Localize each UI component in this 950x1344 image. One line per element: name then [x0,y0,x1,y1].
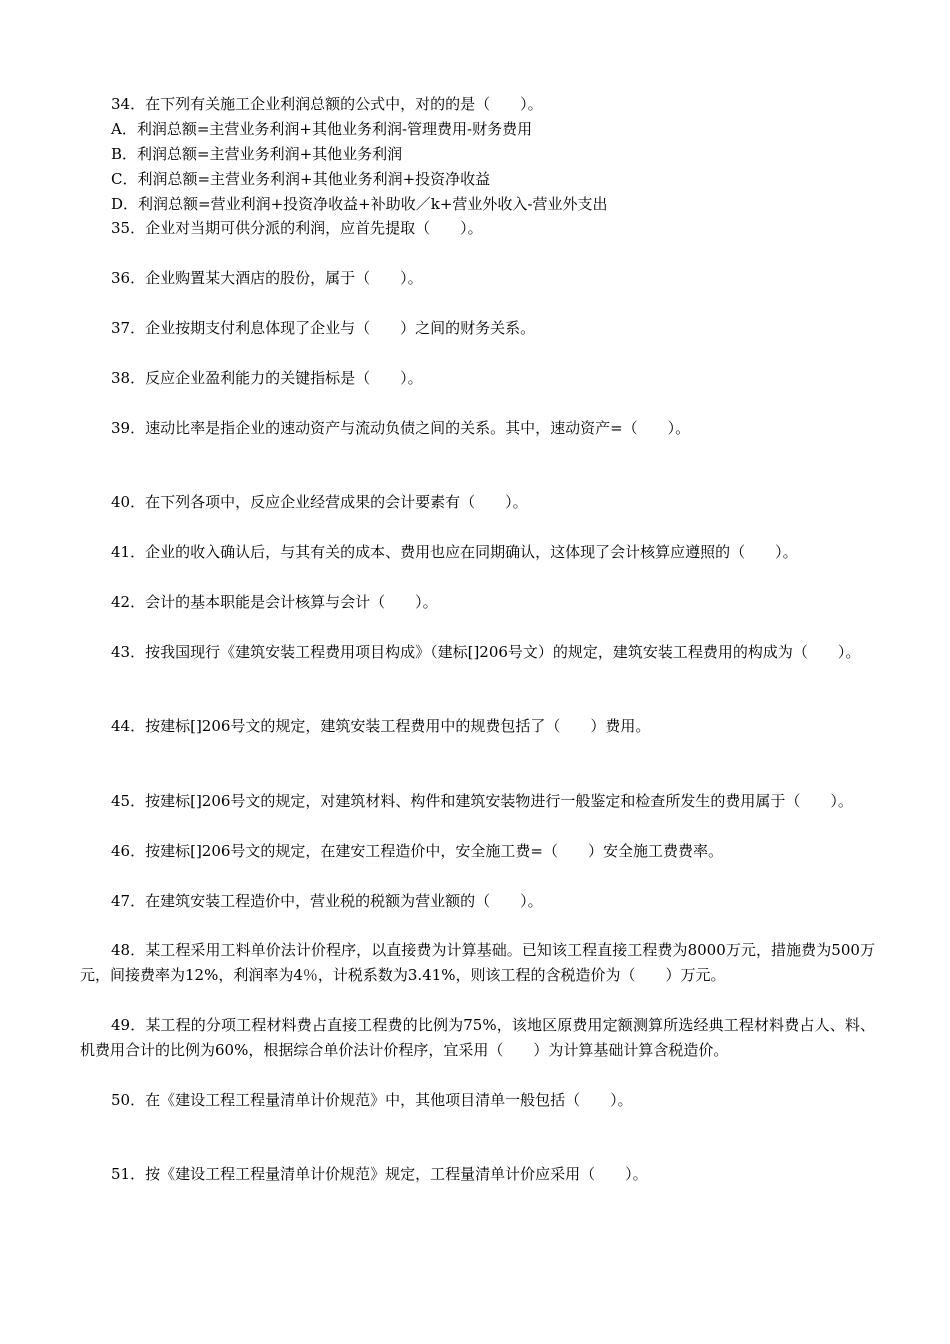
question-stem: 44．按建标[]206号文的规定，建筑安装工程费用中的规费包括了（ ）费用。 [111,717,651,736]
option: C．利润总额=主营业务利润+其他业务利润+投资净收益 [111,169,491,188]
option-line [80,391,875,416]
question-stem: 34．在下列有关施工企业利润总额的公式中，对的的是（ ）。 [111,95,543,113]
option: B．利润总额=主营业务利润+其他业务利润 [111,144,403,163]
option-line [80,1138,875,1163]
question-stem: 41．企业的收入确认后，与其有关的成本、费用也应在同期确认，这体现了会计核算应遵照的（ ）。 [111,543,798,562]
option-line [80,739,875,764]
question-stem: 51．按《建设工程工程量清单计价规范》规定，工程量清单计价应采用（ ）。 [111,1165,648,1184]
question-stem: 39．速动比率是指企业的速动资产与流动负债之间的关系。其中，速动资产=（ ）。 [111,418,691,437]
option-line [80,241,875,266]
option-line [80,167,875,192]
question-stem: 47．在建筑安装工程造价中，营业税的税额为营业额的（ ）。 [111,891,543,910]
question-stem: 43．按我国现行《建筑安装工程费用项目构成》（建标[]206号文）的规定，建筑安装工程费用的构成为（ ）。 [111,642,861,661]
question-stem: 46．按建标[]206号文的规定，在建安工程造价中，安全施工费=（ ）安全施工费费率。 [111,841,723,860]
option-line [80,565,875,590]
option-line [80,117,875,142]
question-stem: 40．在下列各项中，反应企业经营成果的会计要素有（ ）。 [111,493,528,512]
question-stem: 38．反应企业盈利能力的关键指标是（ ）。 [111,368,423,387]
option-line [80,913,875,938]
option-line [80,864,875,889]
question-stem: 35．企业对当期可供分派的利润，应首先提取（ ）。 [111,219,483,238]
option-line [80,341,875,366]
option-line [80,814,875,839]
option-line [80,615,875,640]
option-line [80,440,875,465]
option: A．利润总额=主营业务利润+其他业务利润-管理费用-财务费用 [111,119,533,138]
option-line [80,291,875,316]
question-stem: 45．按建标[]206号文的规定，对建筑材料、构件和建筑安装物进行一般鉴定和检查所发生的费用属于（ ）。 [111,791,853,810]
option-line [80,142,875,167]
question-stem: 36．企业购置某大酒店的股份，属于（ ）。 [111,269,423,288]
question-stem: 42．会计的基本职能是会计核算与会计（ ）。 [111,592,438,611]
question-stem: 50．在《建设工程工程量清单计价规范》中，其他项目清单一般包括（ ）。 [111,1090,633,1109]
option-line [80,764,875,789]
option: D．利润总额=营业利润+投资净收益+补助收／k+营业外收入-营业外支出 [111,194,608,213]
option-line [80,988,875,1013]
option-line [80,515,875,540]
option-line [80,665,875,690]
question-stem: 48．某工程采用工料单价法计价程序，以直接费为计算基础。已知该工程直接工程费为8000万元，措施费为500万元，间接费率为12%，利润率为4％，计税系数为3.41%，则该工程的含税造价为（ ）万元。 [80,941,875,985]
option-line [80,192,875,217]
option-line [80,465,875,490]
option-line [80,1063,875,1088]
option-line [80,689,875,714]
question-list [80,92,875,1187]
question-stem: 37．企业按期支付利息体现了企业与（ ）之间的财务关系。 [111,319,536,338]
question-stem: 49．某工程的分项工程材料费占直接工程费的比例为75%，该地区原费用定额测算所选经典工程材料费占人、料、机费用合计的比例为60%，根据综合单价法计价程序，宜采用（ ）为计算基础计算含税造价。 [80,1016,875,1059]
option-line [80,1113,875,1138]
